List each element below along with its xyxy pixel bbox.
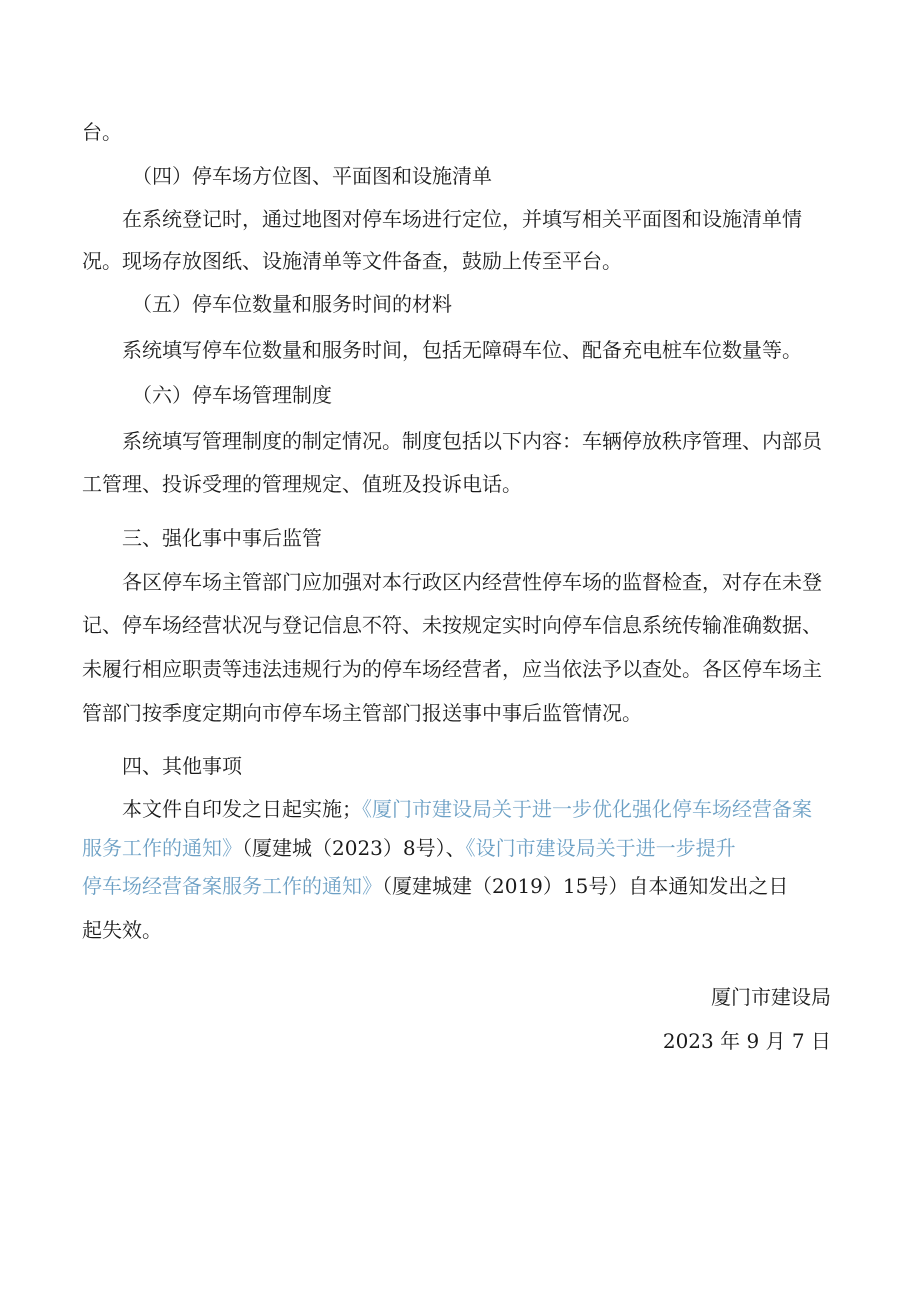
paragraph-line: 未履行相应职责等违法违规行为的停车场经营者，应当依法予以查处。各区停车场主 bbox=[82, 657, 822, 681]
document-link[interactable]: 服务工作的通知》 bbox=[82, 836, 242, 860]
paragraph-line: 记、停车场经营状况与登记信息不符、未按规定实时向停车信息系统传输准确数据、 bbox=[82, 613, 822, 637]
heading-5: （五）停车位数量和服务时间的材料 bbox=[132, 292, 452, 316]
heading-4: （四）停车场方位图、平面图和设施清单 bbox=[132, 164, 492, 188]
section-heading-4: 四、其他事项 bbox=[122, 754, 242, 778]
paragraph-text: 本文件自印发之日起实施； bbox=[122, 797, 362, 821]
paragraph-line bbox=[122, 795, 812, 823]
paragraph-text: （厦建城（2023）8号）、 bbox=[242, 836, 466, 860]
paragraph-line: 系统填写停车位数量和服务时间，包括无障碍车位、配备充电桩车位数量等。 bbox=[122, 338, 802, 362]
paragraph-line: 各区停车场主管部门应加强对本行政区内经营性停车场的监督检查，对存在未登 bbox=[122, 570, 822, 594]
paragraph-line bbox=[82, 834, 736, 862]
document-link[interactable]: 《设门市建设局关于进一步提升 bbox=[465, 836, 736, 860]
paragraph-tail: 台。 bbox=[82, 120, 122, 144]
heading-6: （六）停车场管理制度 bbox=[132, 383, 332, 407]
paragraph-line: 系统填写管理制度的制定情况。制度包括以下内容：车辆停放秩序管理、内部员 bbox=[122, 429, 822, 453]
document-link[interactable]: 停车场经营备案服务工作的通知》 bbox=[82, 874, 382, 898]
document-link[interactable]: 《厦门市建设局关于进一步优化强化停车场经营备案 bbox=[362, 797, 812, 821]
paragraph-line: 况。现场存放图纸、设施清单等文件备查，鼓励上传至平台。 bbox=[82, 249, 622, 273]
section-heading-3: 三、强化事中事后监管 bbox=[122, 526, 322, 550]
paragraph-line: 起失效。 bbox=[82, 918, 162, 942]
signature-org: 厦门市建设局 bbox=[711, 985, 831, 1009]
paragraph-line: 工管理、投诉受理的管理规定、值班及投诉电话。 bbox=[82, 472, 522, 496]
paragraph-line bbox=[82, 872, 788, 900]
paragraph-line: 管部门按季度定期向市停车场主管部门报送事中事后监管情况。 bbox=[82, 701, 642, 725]
paragraph-line: 在系统登记时，通过地图对停车场进行定位，并填写相关平面图和设施清单情 bbox=[122, 207, 802, 231]
paragraph-text: （厦建城建（2019）15号）自本通知发出之日 bbox=[382, 874, 789, 898]
signature-date: 2023 年 9 月 7 日 bbox=[662, 1029, 831, 1053]
